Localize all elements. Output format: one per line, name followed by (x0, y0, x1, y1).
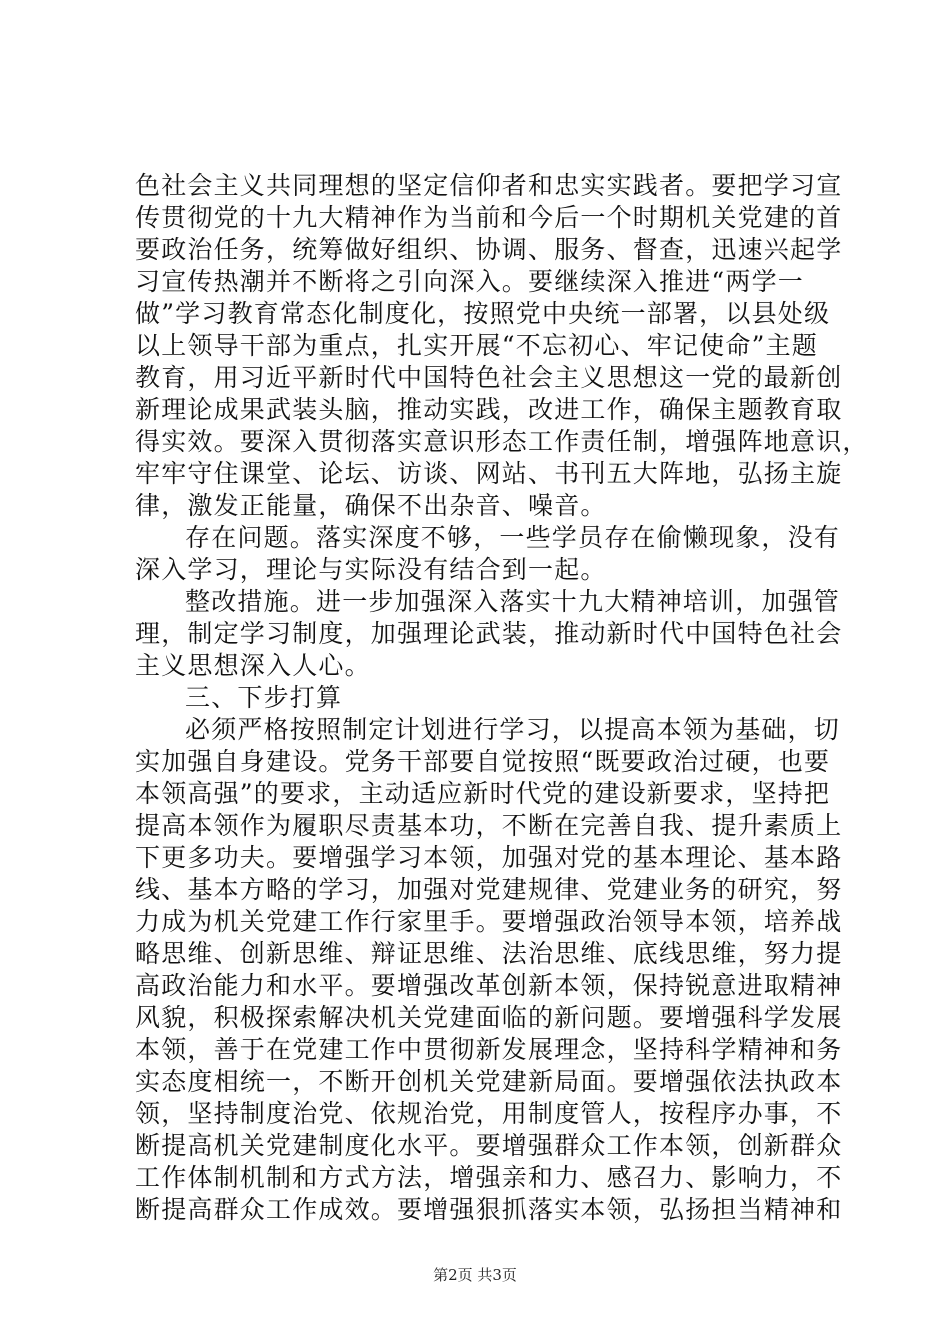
text-line: 工作体制机制和方式方法，增强亲和力、感召力、影响力，不 (135, 1163, 843, 1192)
text-line: 存在问题。落实深度不够，一些学员存在偷懒现象，没有 (185, 523, 841, 552)
text-line: 主义思想深入人心。 (135, 651, 371, 680)
document-body (135, 170, 869, 1226)
text-line: 提高本领作为履职尽责基本功，不断在完善自我、提升素质上 (135, 811, 843, 840)
text-line: 高政治能力和水平。要增强改革创新本领，保持锐意进取精神 (135, 971, 843, 1000)
text-line: 牢牢守住课堂、论坛、访谈、网站、书刊五大阵地，弘扬主旋 (135, 459, 843, 488)
text-line: 教育，用习近平新时代中国特色社会主义思想这一党的最新创 (135, 363, 843, 392)
text-line: 得实效。要深入贯彻落实意识形态工作责任制，增强阵地意识， (135, 427, 869, 456)
text-line: 下更多功夫。要增强学习本领，加强对党的基本理论、基本路 (135, 843, 843, 872)
text-line: 新理论成果武装头脑，推动实践，改进工作，确保主题教育取 (135, 395, 843, 424)
text-line: 领，坚持制度治党、依规治党，用制度管人，按程序办事，不 (135, 1099, 843, 1128)
text-line: 整改措施。进一步加强深入落实十九大精神培训，加强管 (185, 587, 841, 616)
text-line: 习宣传热潮并不断将之引向深入。要继续深入推进“两学一 (135, 267, 804, 296)
text-line: 以上领导干部为重点，扎实开展“不忘初心、牢记使命”主题 (135, 331, 818, 360)
text-line: 本领，善于在党建工作中贯彻新发展理念，坚持科学精神和务 (135, 1035, 843, 1064)
text-line: 断提高机关党建制度化水平。要增强群众工作本领，创新群众 (135, 1131, 843, 1160)
text-line: 传贯彻党的十九大精神作为当前和今后一个时期机关党建的首 (135, 203, 843, 232)
text-line: 必须严格按照制定计划进行学习，以提高本领为基础，切 (185, 715, 841, 744)
text-line: 风貌，积极探索解决机关党建面临的新问题。要增强科学发展 (135, 1003, 843, 1032)
text-line: 做”学习教育常态化制度化，按照党中央统一部署，以县处级 (135, 299, 831, 328)
text-line: 实加强自身建设。党务干部要自觉按照“既要政治过硬，也要 (135, 747, 831, 776)
text-line: 本领高强”的要求，主动适应新时代党的建设新要求，坚持把 (135, 779, 831, 808)
text-line: 实态度相统一，不断开创机关党建新局面。要增强依法执政本 (135, 1067, 843, 1096)
text-line: 色社会主义共同理想的坚定信仰者和忠实实践者。要把学习宣 (135, 171, 843, 200)
text-line: 理，制定学习制度，加强理论武装，推动新时代中国特色社会 (135, 619, 843, 648)
page-footer: 第2页 共3页 (433, 1266, 517, 1284)
text-line: 力成为机关党建工作行家里手。要增强政治领导本领，培养战 (135, 907, 843, 936)
text-line: 深入学习，理论与实际没有结合到一起。 (135, 555, 607, 584)
text-line: 要政治任务，统筹做好组织、协调、服务、督查，迅速兴起学 (135, 235, 843, 264)
text-line: 律，激发正能量，确保不出杂音、噪音。 (135, 491, 607, 520)
text-line: 略思维、创新思维、辩证思维、法治思维、底线思维，努力提 (135, 939, 843, 968)
section-heading: 三、下步打算 (185, 683, 343, 712)
text-line: 断提高群众工作成效。要增强狠抓落实本领，弘扬担当精神和 (135, 1195, 843, 1224)
text-line: 线、基本方略的学习，加强对党建规律、党建业务的研究，努 (135, 875, 843, 904)
